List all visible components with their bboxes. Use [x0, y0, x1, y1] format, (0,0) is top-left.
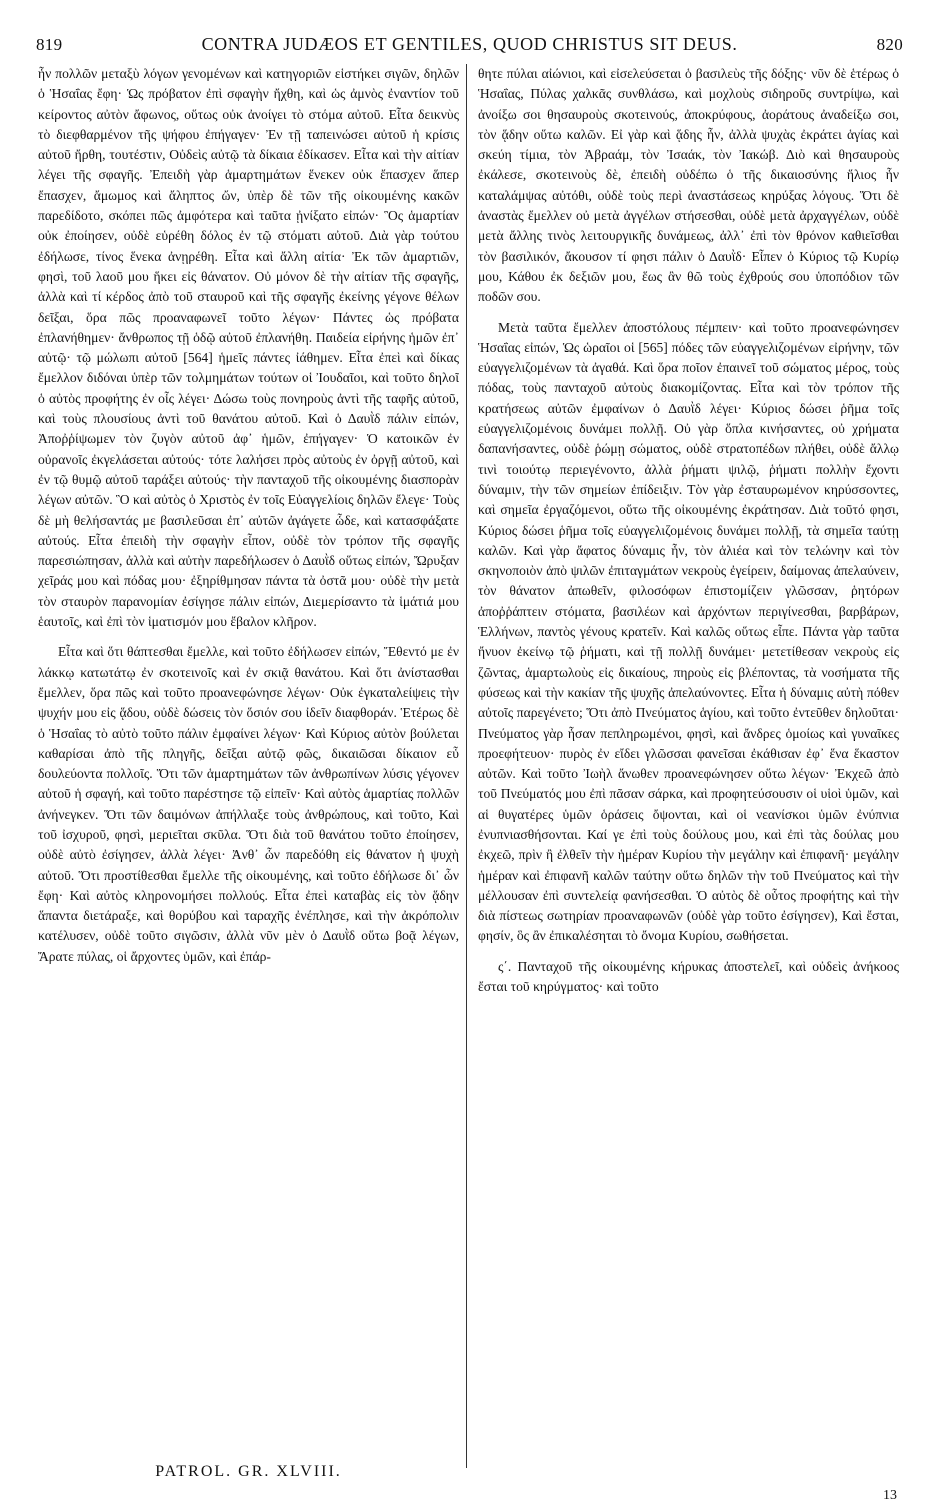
running-title: CONTRA JUDÆOS ET GENTILES, QUOD CHRISTUS SIT DEUS. — [201, 34, 738, 54]
column-divider — [466, 64, 467, 1468]
left-column — [38, 64, 459, 1456]
paragraph: ς΄. Πανταχοῦ τῆς οἰκουμένης κήρυκας ἀποστελεῖ, καὶ οὐδεὶς ἀνήκοος ἔσται τοῦ κηρύγματος· καὶ τοῦτο — [478, 958, 899, 995]
running-header — [36, 34, 903, 60]
paragraph: Μετὰ ταῦτα ἔμελλεν ἀποστόλους πέμπειν· καὶ τοῦτο προανεφώνησεν Ἡσαΐας εἰπών, Ὡς ὡραῖοι οἱ [565] πόδες τῶν εὐαγγελιζομένων εἰρήνην, τῶν εὐαγγελιζομένων τὰ ἀγαθά. Καὶ ὅρα ποῖον ἐπαινεῖ τοῦ σώματος μέρος, τοὺς πόδας, τοὺς πανταχοῦ αὐτοὺς διακομίζοντας. Εἶτα καὶ τὸν τρόπον τῆς κρατήσεως αὐτῶν ἐμφαίνων ὁ Δαυῒδ λέγει· Κύριος δώσει ῥῆμα τοῖς εὐαγγελιζομένοις δυνάμει πολλῇ. Οὐ γὰρ ὅπλα κινήσαντες, οὐ χρήματα δαπανήσαντες, οὐδὲ ῥώμῃ σώματος, οὐδὲ στρατοπέδων πλήθει, οὐδὲ ἄλλῳ τινὶ τοιούτῳ περιεγένοντο, ἀλλὰ ῥήματι ψιλῷ, ῥήματι πολλὴν ἔχοντι δύναμιν, τὴν τῶν σημείων ἐπίδειξιν. Τὸν γὰρ ἐσταυρωμένον κηρύσσοντες, καὶ σημεῖα ἐργαζόμενοι, οὕτω τῆς οἰκουμένης ἐκράτησαν. Διὰ τοῦτό φησι, Κύριος δώσει ῥῆμα τοῖς εὐαγγελιζομένοις δυνάμει πολλῇ, τὰ σημεῖα ταύτῃ καλῶν. Καὶ γὰρ ἄφατος δύναμις ἦν, τὸν ἁλιέα καὶ τὸν τελώνην καὶ τὸν σκηνοποιὸν ἀπὸ ψιλῶν ἐπιταγμάτων νεκροὺς ἐγείρειν, δαίμονας ἀπελαύνειν, τὸν θάνατον ἀπωθεῖν, φιλοσόφων ἐπιστομίζειν γλῶσσαν, ῥητόρων ἀποῤῥάπτειν στόματα, βασιλέων καὶ ἀρχόντων περιγίνεσθαι, βαρβάρων, Ἑλλήνων, παντὸς γένους κρατεῖν. Καὶ καλῶς οὕτως εἶπε. Πάντα γὰρ ταῦτα ἤνυον ἐκείνῳ τῷ ῥήματι, καὶ τῇ πολλῇ δυνάμει· μετετίθεσαν νεκροὺς εἰς ζῶντας, ἁμαρτωλοὺς εἰς δικαίους, πηροὺς εἰς βλέποντας, τὰ νοσήματα τῆς φύσεως καὶ τὴν κακίαν τῆς ψυχῆς ἀπελαύνοντες. Εἶτα ἡ δύναμις αὐτὴ πόθεν αὐτοῖς παρεγένετο; Ὅτι ἀπὸ Πνεύματος ἁγίου, καὶ τοῦτο ἐντεῦθεν δηλοῦται· Πνεύματος γὰρ ἦσαν πεπληρωμένοι, φησὶ, καὶ ἄνδρες ὁμοίως καὶ γυναῖκες προεφήτευον· πυρὸς ἐν εἴδει γλῶσσαι φανεῖσαι ἐκάθισαν ἐφ᾽ ἕνα ἕκαστον αὐτῶν. Καὶ τοῦτο Ἰωὴλ ἄνωθεν προανεφώνησεν οὕτω λέγων· Ἐκχεῶ ἀπὸ τοῦ Πνεύματός μου ἐπὶ πᾶσαν σάρκα, καὶ προφητεύσουσιν οἱ υἱοὶ ὑμῶν, καὶ αἱ θυγατέρες ὑμῶν ὁράσεις ὄψονται, καὶ οἱ νεανίσκοι ὑμῶν ἐνύπνια ἐνυπνιασθήσονται. Καί γε ἐπὶ τοὺς δούλους μου, καὶ ἐπὶ τὰς δούλας μου ἐκχεῶ, πρὶν ἢ ἐλθεῖν τὴν ἡμέραν Κυρίου τὴν μεγάλην καὶ ἐπιφανῆ· μεγάλην ἡμέραν καὶ ἐπιφανῆ καλῶν ταύτην οὕτω δηλῶν τὴν τοῦ Πνεύματος καὶ τὴν μέλλουσαν ἐπὶ συντελείᾳ φανήσεσθαι. Ὁ αὐτὸς δὲ οὗτος προφήτης καὶ τὴν διὰ πίστεως σωτηρίαν προαναφωνῶν (οὐδὲ γὰρ τοῦτο ἐσίγησεν), Καὶ ἔσται, φησίν, ὃς ἂν ἐπικαλέσηται τὸ ὄνομα Κυρίου, σωθήσεται. — [478, 319, 899, 944]
right-column — [478, 64, 899, 1492]
signature-mark: 13 — [883, 1488, 897, 1500]
right-page-number: 820 — [876, 35, 903, 54]
left-page-number: 819 — [36, 35, 63, 54]
paragraph: θητε πύλαι αἰώνιοι, καὶ εἰσελεύσεται ὁ βασιλεὺς τῆς δόξης· νῦν δὲ ἑτέρως ὁ Ἡσαΐας, Πύλας χαλκᾶς συνθλάσω, καὶ μοχλοὺς σιδηροῦς συντρίψω, καὶ ἀνοίξω σοι θησαυροὺς σκοτεινούς, ἀποκρύφους, ἀοράτους ἀναδείξω σοι, τὸν ᾅδην οὕτω καλῶν. Εἰ γὰρ καὶ ᾅδης ἦν, ἀλλὰ ψυχὰς ἐκράτει ἁγίας καὶ σκεύη τίμια, τὸν Ἀβραάμ, τὸν Ἰσαάκ, τὸν Ἰακώβ. Διὸ καὶ θησαυροὺς ἐκάλεσε, σκοτεινοὺς δὲ, ἐπειδὴ οὐδέπω ὁ τῆς δικαιοσύνης ἥλιος ἦν καταλάμψας αὐτόθι, οὐδὲ τοὺς περὶ ἀναστάσεως κηρύξας λόγους. Ὅτι δὲ ἀναστὰς ἔμελλεν οὐ μετὰ ἀγγέλων στήσεσθαι, οὐδὲ μετὰ ἀρχαγγέλων, οὐδὲ μετὰ ἄλλης τινὸς λειτουργικῆς δυνάμεως, ἀλλ᾽ ἐπὶ τὸν θρόνον καθιεῖσθαι τὸν βασιλικόν, ἄκουσον τί φησι πάλιν ὁ Δαυῒδ· Εἶπεν ὁ Κύριος τῷ Κυρίῳ μου, Κάθου ἐκ δεξιῶν μου, ἕως ἂν θῶ τοὺς ἐχθρούς σου ὑποπόδιον τῶν ποδῶν σου. — [478, 66, 899, 305]
volume-signature: PATROL. GR. XLVIII. — [155, 1463, 342, 1480]
paragraph: Εἶτα καὶ ὅτι θάπτεσθαι ἔμελλε, καὶ τοῦτο ἐδήλωσεν εἰπών, Ἔθεντό με ἐν λάκκῳ κατωτάτῳ ἐν σκοτεινοῖς καὶ ἐν σκιᾷ θανάτου. Καὶ ὅτι ἀνίστασθαι ἔμελλεν, ὅρα πῶς καὶ τοῦτο προανεφώνησε λέγων· Οὐκ ἐγκαταλείψεις τὴν ψυχήν μου εἰς ᾅδου, οὐδὲ δώσεις τὸν ὅσιόν σου ἰδεῖν διαφθοράν. Ἑτέρως δὲ ὁ Ἡσαΐας τὸ αὐτὸ τοῦτο πάλιν ἐμφαίνει λέγων· Καὶ Κύριος αὐτὸν βούλεται καθαρίσαι ἀπὸ τῆς πληγῆς, δεῖξαι αὐτῷ φῶς, δικαιῶσαι δίκαιον εὖ δουλεύοντα πολλοῖς. Ὅτι τῶν ἁμαρτημάτων τῶν ἀνθρωπίνων λύσις γέγονεν αὐτοῦ ἡ σφαγή, καὶ τοῦτο παρέστησε τῷ εἰπεῖν· Καὶ αὐτὸς ἁμαρτίας πολλῶν ἀνήνεγκεν. Ὅτι τῶν δαιμόνων ἀπήλλαξε τοὺς ἀνθρώπους, καὶ τοῦτο, Καὶ τοῦ ἰσχυροῦ, φησὶ, μεριεῖται σκῦλα. Ὅτι διὰ τοῦ θανάτου τοῦτο ἐποίησεν, οὐδὲ αὐτὸ ἐσίγησεν, ἀλλὰ λέγει· Ἀνθ᾽ ὧν παρεδόθη εἰς θάνατον ἡ ψυχὴ αὐτοῦ. Ὅτι προστίθεσθαι ἔμελλε τῆς οἰκουμένης, καὶ τοῦτο ἐδήλωσε δι᾽ ὧν ἔφη· Καὶ αὐτὸς κληρονομήσει πολλούς. Εἶτα ἐπεὶ καταβὰς εἰς τὸν ᾅδην ἅπαντα διετάραξε, καὶ θορύβου καὶ ταραχῆς ἐνέπλησε, καὶ τὴν ἀκρόπολιν κατέλυσεν, οὐδὲ τοῦτο σιγῶσιν, ἀλλὰ νῦν μὲν ὁ Δαυῒδ οὕτω βοᾷ λέγων, Ἄρατε πύλας, οἱ ἄρχοντες ὑμῶν, καὶ ἐπάρ- — [38, 644, 459, 964]
paragraph: ἦν πολλῶν μεταξὺ λόγων γενομένων καὶ κατηγοριῶν εἱστήκει σιγῶν, δηλῶν ὁ Ἡσαΐας ἔφη· Ὡς πρόβατον ἐπὶ σφαγὴν ἤχθη, καὶ ὡς ἀμνὸς ἐναντίον τοῦ κείροντος αὐτὸν ἄφωνος, οὕτως οὐκ ἀνοίγει τὸ στόμα αὐτοῦ. Εἶτα δεικνὺς τὸ διεφθαρμένον τῆς ψήφου ἐπήγαγεν· Ἐν τῇ ταπεινώσει αὐτοῦ ἡ κρίσις αὐτοῦ ἤρθη, τουτέστιν, Οὐδεὶς αὐτῷ τὰ δίκαια ἐδίκασεν. Εἶτα καὶ τὴν αἰτίαν λέγει τῆς σφαγῆς. Ἐπειδὴ γὰρ ἁμαρτημάτων ἕνεκεν οὐκ ἔπασχεν ἅπερ ἔπασχεν, ἄμωμος καὶ ἄληπτος ὤν, ὑπὲρ δὲ τῶν τῆς οἰκουμένης κακῶν παρεδίδοτο, σκόπει πῶς ἀμφότερα καὶ ταῦτα ᾐνίξατο εἰπών· Ὃς ἁμαρτίαν οὐκ ἐποίησεν, οὐδὲ εὑρέθη δόλος ἐν τῷ στόματι αὐτοῦ. Διὰ γὰρ τούτου ἐδήλωσε, τίνος ἕνεκα ἀνῃρέθη. Εἶτα καὶ ἄλλη αἰτία· Ἐκ τῶν ἁμαρτιῶν, φησὶ, τοῦ λαοῦ μου ἥκει εἰς θάνατον. Οὐ μόνον δὲ τὴν αἰτίαν τῆς σφαγῆς, ἀλλὰ καὶ τί κέρδος ἀπὸ τοῦ σταυροῦ καὶ τῆς σφαγῆς ἐκείνης γέγονε θέλων δεῖξαι, ὅρα πῶς προαναφωνεῖ τοῦτο λέγων· Πάντες ὡς πρόβατα ἐπλανήθημεν· ἄνθρωπος τῇ ὁδῷ αὐτοῦ ἐπλανήθη. Παιδεία εἰρήνης ἡμῶν ἐπ᾽ αὐτῷ· τῷ μώλωπι αὐτοῦ [564] ἡμεῖς πάντες ἰάθημεν. Εἶτα ἐπεὶ καὶ δίκας ἔμελλον διδόναι ὑπὲρ τῶν τολμημάτων τούτων οἱ Ἰουδαῖοι, καὶ τοῦτο δηλοῖ ὁ αὐτὸς προφήτης ἐν οἷς λέγει· Δώσω τοὺς πονηροὺς ἀντὶ τῆς ταφῆς αὐτοῦ, καὶ τοὺς πλουσίους ἀντὶ τοῦ θανάτου αὐτοῦ. Καὶ ὁ Δαυῒδ πάλιν εἰπών, Ἀποῤῥίψωμεν τὸν ζυγὸν αὐτοῦ ἀφ᾽ ἡμῶν, ἐπήγαγεν· Ὁ κατοικῶν ἐν οὐρανοῖς ἐκγελάσεται αὐτούς· τότε λαλήσει πρὸς αὐτοὺς ἐν ὀργῇ αὐτοῦ, καὶ ἐν τῷ θυμῷ αὐτοῦ ταράξει αὐτούς· τὴν πανταχοῦ τῆς οἰκουμένης διασπορὰν λέγων αὐτῶν. Ὃ καὶ αὐτὸς ὁ Χριστὸς ἐν τοῖς Εὐαγγελίοις δηλῶν ἔλεγε· Τοὺς δὲ μὴ θελήσαντάς με βασιλεῦσαι ἐπ᾽ αὐτῶν ἀγάγετε ὧδε, καὶ κατασφάξατε αὐτούς. Εἶτα ἐπειδὴ τὴν σφαγὴν εἶπον, οὐδὲ τὸν τρόπον τῆς σφαγῆς παρεσιώπησαν, ἀλλὰ καὶ αὐτὴν παρεδήλωσεν ὁ Δαυῒδ οὕτως εἰπών, Ὤρυξαν χεῖράς μου καὶ πόδας μου· ἐξηρίθμησαν πάντα τὰ ὀστᾶ μου· οὐδὲ τὴν μετὰ τὸν σταυρὸν παρανομίαν ἐσίγησε πάλιν εἰπών, Διεμερίσαντο τὰ ἱμάτιά μου ἑαυτοῖς, καὶ ἐπὶ τὸν ἱματισμόν μου ἔβαλον κλῆρον. — [38, 66, 459, 630]
